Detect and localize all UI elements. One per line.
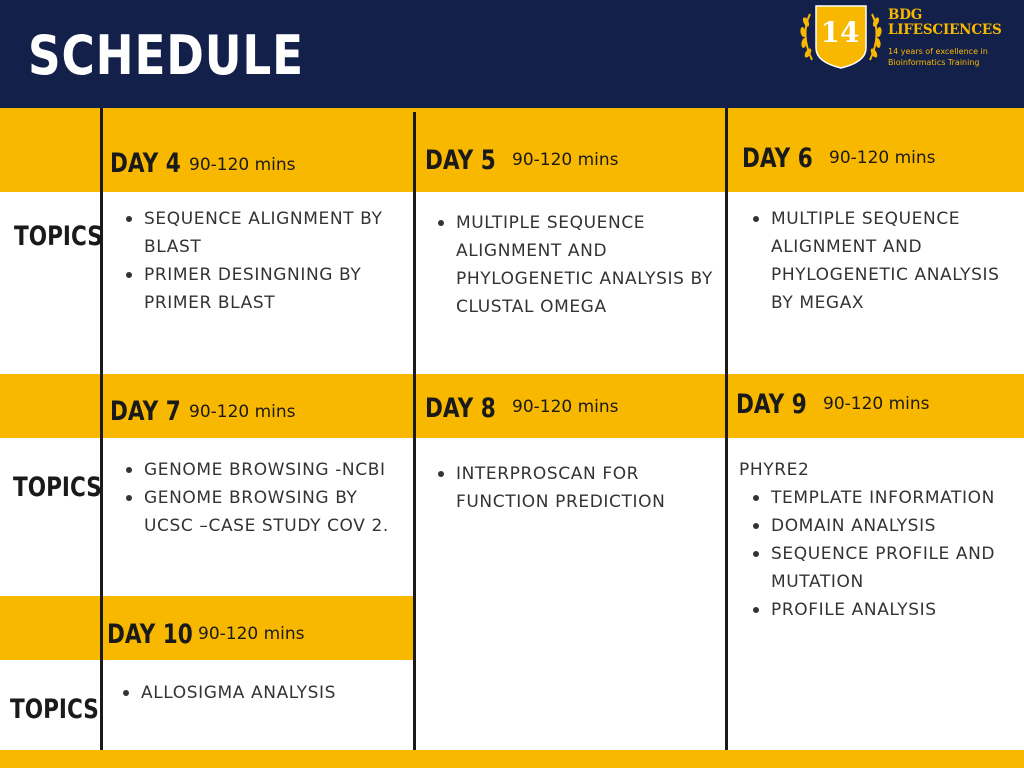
footer-band	[0, 750, 1024, 768]
logo-tagline: 14 years of excellence in Bioinformatics Training	[888, 47, 988, 67]
topics-label: TOPICS	[10, 694, 99, 725]
day-4-duration: 90-120 mins	[189, 155, 296, 175]
day-5-label: DAY 5	[425, 145, 496, 176]
day-9-topic-list	[749, 484, 1019, 624]
day-9-label: DAY 9	[736, 389, 807, 420]
list-item: GENOME BROWSING BY UCSC –CASE STUDY COV 2.	[122, 484, 407, 540]
day-8-topic-list	[434, 460, 719, 516]
day-10-label: DAY 10	[107, 619, 193, 650]
day-4-label: DAY 4	[110, 148, 181, 179]
logo-brand-name: BDG LIFESCIENCES	[888, 7, 1002, 38]
column-divider	[413, 112, 416, 750]
day-10-topic-list	[119, 679, 404, 707]
list-item: TEMPLATE INFORMATION	[749, 484, 1019, 512]
day-4-topic-list	[122, 205, 407, 317]
day-5-topic-list	[434, 209, 719, 321]
day-7-duration: 90-120 mins	[189, 402, 296, 422]
list-item: MULTIPLE SEQUENCE ALIGNMENT AND PHYLOGENETIC ANALYSIS BY MEGAX	[749, 205, 1019, 317]
day-9-duration: 90-120 mins	[823, 394, 930, 414]
list-item: INTERPROSCAN FOR FUNCTION PREDICTION	[434, 460, 719, 516]
day-7-topic-list	[122, 456, 407, 540]
day-7-label: DAY 7	[110, 396, 181, 427]
day-6-topic-list	[749, 205, 1019, 317]
day-5-duration: 90-120 mins	[512, 150, 619, 170]
list-item: ALLOSIGMA ANALYSIS	[119, 679, 404, 707]
day-9-intro: PHYRE2	[739, 460, 810, 480]
day-6-label: DAY 6	[742, 143, 813, 174]
topics-label: TOPICS	[13, 472, 102, 503]
page-title: SCHEDULE	[28, 24, 305, 87]
list-item: SEQUENCE PROFILE AND MUTATION	[749, 540, 1019, 596]
day-6-duration: 90-120 mins	[829, 148, 936, 168]
brand-logo	[796, 2, 1024, 72]
list-item: PROFILE ANALYSIS	[749, 596, 1019, 624]
logo-number: 14	[820, 16, 860, 49]
day-8-label: DAY 8	[425, 393, 496, 424]
list-item: SEQUENCE ALIGNMENT BY BLAST	[122, 205, 407, 261]
day-10-duration: 90-120 mins	[198, 624, 305, 644]
column-divider	[100, 108, 103, 750]
day-8-duration: 90-120 mins	[512, 397, 619, 417]
topics-label: TOPICS	[14, 221, 103, 252]
column-divider	[725, 108, 728, 750]
list-item: PRIMER DESINGNING BY PRIMER BLAST	[122, 261, 407, 317]
list-item: MULTIPLE SEQUENCE ALIGNMENT AND PHYLOGENETIC ANALYSIS BY CLUSTAL OMEGA	[434, 209, 719, 321]
list-item: DOMAIN ANALYSIS	[749, 512, 1019, 540]
list-item: GENOME BROWSING -NCBI	[122, 456, 407, 484]
header-banner	[0, 0, 1024, 108]
